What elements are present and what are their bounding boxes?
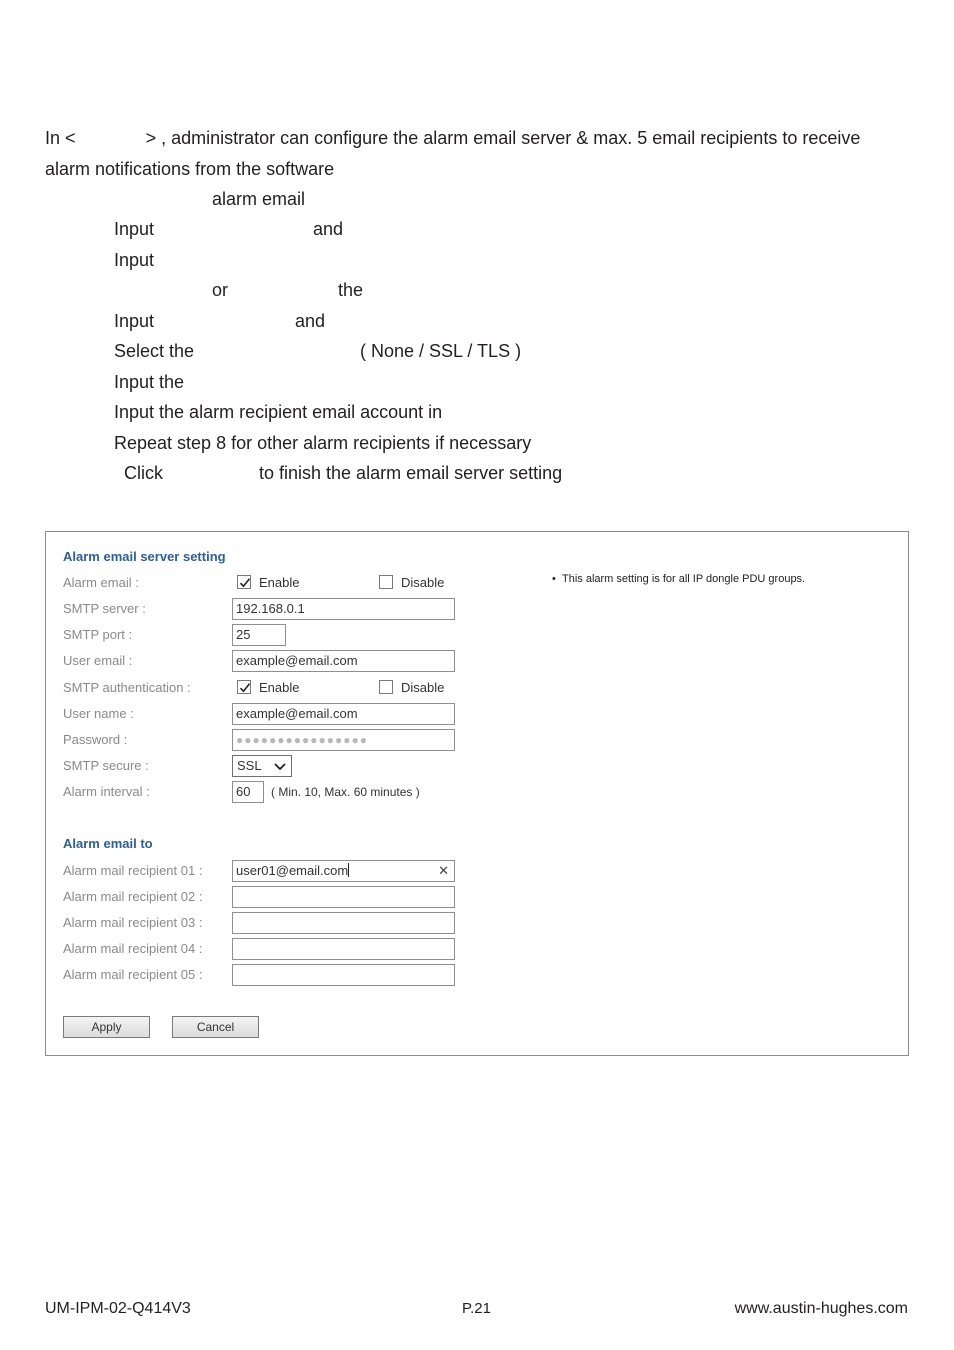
footer-website: www.austin-hughes.com bbox=[734, 1300, 908, 1317]
step-6-text-a: Select the bbox=[114, 341, 195, 361]
password-input[interactable]: ●●●●●●●●●●●●●●●● bbox=[232, 729, 455, 751]
step-4-text-a: or bbox=[212, 280, 229, 300]
alarm-email-disable-checkbox[interactable] bbox=[379, 575, 393, 589]
smtp-port-input[interactable]: 25 bbox=[232, 624, 286, 646]
step-10-text-b: to finish the alarm email server setting bbox=[259, 463, 563, 483]
panel-note-text: This alarm setting is for all IP dongle PDU groups. bbox=[561, 573, 806, 585]
user-name-input[interactable]: example@email.com bbox=[232, 703, 455, 725]
smtp-auth-disable-label: Disable bbox=[401, 680, 445, 695]
alarm-recipient-04-label: Alarm mail recipient 04 : bbox=[63, 941, 203, 956]
intro-line-1 bbox=[45, 127, 860, 149]
step-2-text-a: Input bbox=[114, 219, 155, 239]
smtp-server-input[interactable]: 192.168.0.1 bbox=[232, 598, 455, 620]
smtp-auth-disable-checkbox[interactable] bbox=[379, 680, 393, 694]
alarm-email-disable-label: Disable bbox=[401, 575, 445, 590]
alarm-email-server-title: Alarm email server setting bbox=[63, 549, 226, 564]
alarm-recipient-01-value: user01@email.com bbox=[236, 863, 349, 878]
smtp-secure-label: SMTP secure : bbox=[63, 758, 149, 773]
alarm-recipient-01-label: Alarm mail recipient 01 : bbox=[63, 863, 203, 878]
apply-button[interactable]: Apply bbox=[63, 1016, 150, 1038]
smtp-auth-enable-label: Enable bbox=[259, 680, 300, 695]
step-4-text-b: the bbox=[338, 280, 364, 300]
alarm-interval-input[interactable]: 60 bbox=[232, 781, 264, 803]
alarm-recipient-04-input[interactable] bbox=[232, 938, 455, 960]
chevron-down-icon bbox=[273, 759, 287, 773]
alarm-email-label: Alarm email : bbox=[63, 575, 139, 590]
panel-note bbox=[552, 573, 805, 585]
step-2-text-b: and bbox=[313, 219, 344, 239]
smtp-secure-select[interactable] bbox=[232, 755, 292, 777]
smtp-secure-value: SSL bbox=[237, 758, 262, 773]
user-email-input[interactable]: example@email.com bbox=[232, 650, 455, 672]
step-3-text: Input bbox=[114, 250, 155, 270]
user-name-label: User name : bbox=[63, 706, 134, 721]
bullet-icon: • bbox=[552, 573, 556, 585]
step-7-text: Input the bbox=[114, 372, 185, 392]
step-5-text-a: Input bbox=[114, 311, 155, 331]
alarm-recipient-02-label: Alarm mail recipient 02 : bbox=[63, 889, 203, 904]
user-email-label: User email : bbox=[63, 653, 133, 668]
text-cursor bbox=[348, 863, 349, 877]
alarm-interval-label: Alarm interval : bbox=[63, 784, 150, 799]
alarm-recipient-03-input[interactable] bbox=[232, 912, 455, 934]
alarm-email-enable-checkbox[interactable] bbox=[237, 575, 251, 589]
alarm-recipient-05-label: Alarm mail recipient 05 : bbox=[63, 967, 203, 982]
alarm-email-enable-label: Enable bbox=[259, 575, 300, 590]
smtp-port-label: SMTP port : bbox=[63, 627, 133, 642]
alarm-recipient-01-input[interactable] bbox=[232, 860, 455, 882]
intro-text-b: > , administrator can configure the alarm email server & max. 5 email recipients to receive bbox=[145, 128, 861, 148]
intro-text-a: In < bbox=[45, 128, 76, 148]
checkmark-icon bbox=[238, 576, 252, 590]
checkmark-icon bbox=[238, 681, 252, 695]
step-8-text: Input the alarm recipient email account in bbox=[114, 402, 443, 422]
alarm-email-to-title: Alarm email to bbox=[63, 836, 153, 851]
step-1-text: alarm email bbox=[212, 189, 306, 209]
password-label: Password : bbox=[63, 732, 128, 747]
step-9-text: Repeat step 8 for other alarm recipients if necessary bbox=[114, 433, 532, 453]
alarm-recipient-05-input[interactable] bbox=[232, 964, 455, 986]
clear-icon[interactable]: ✕ bbox=[438, 863, 449, 878]
smtp-auth-enable-checkbox[interactable] bbox=[237, 680, 251, 694]
footer-page-number: P.21 bbox=[462, 1300, 491, 1317]
intro-line-2: alarm notifications from the software bbox=[45, 159, 335, 179]
alarm-email-settings-panel bbox=[45, 531, 909, 1056]
step-5-text-b: and bbox=[295, 311, 326, 331]
step-6-text-b: ( None / SSL / TLS ) bbox=[360, 341, 522, 361]
smtp-server-label: SMTP server : bbox=[63, 601, 146, 616]
cancel-button[interactable]: Cancel bbox=[172, 1016, 259, 1038]
smtp-authentication-label: SMTP authentication : bbox=[63, 680, 191, 695]
alarm-recipient-02-input[interactable] bbox=[232, 886, 455, 908]
footer-doc-id: UM-IPM-02-Q414V3 bbox=[45, 1300, 191, 1317]
alarm-interval-hint: ( Min. 10, Max. 60 minutes ) bbox=[271, 785, 420, 799]
step-10-text-a: Click bbox=[124, 463, 163, 483]
alarm-recipient-03-label: Alarm mail recipient 03 : bbox=[63, 915, 203, 930]
